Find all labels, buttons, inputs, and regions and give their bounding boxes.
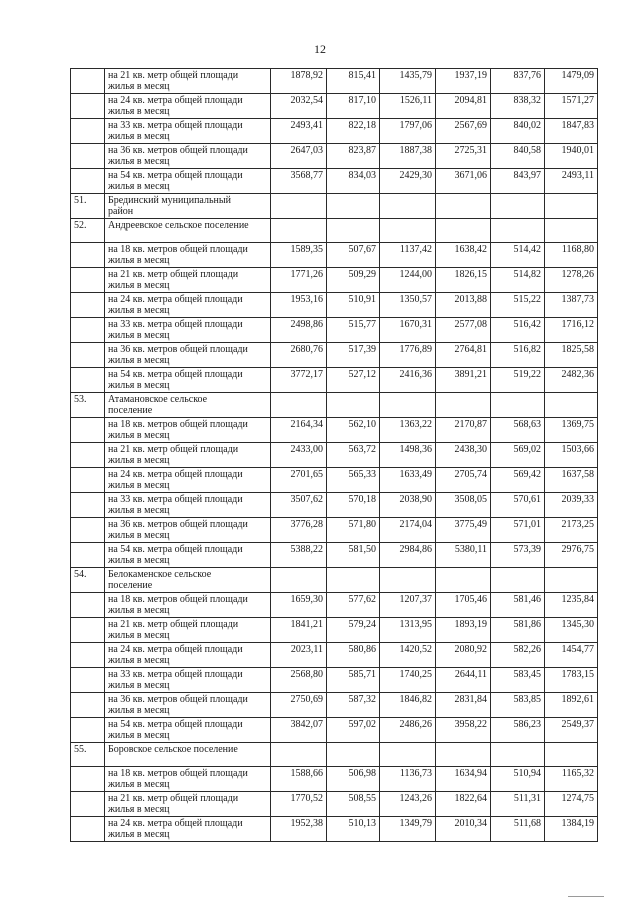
row-label: на 33 кв. метра общей площади жилья в месяц	[105, 668, 271, 693]
row-number: 53.	[71, 393, 105, 418]
value-cell-col3: 1670,31	[380, 318, 436, 343]
value-cell-col1: 2750,69	[271, 693, 327, 718]
row-label: на 21 кв. метр общей площади жилья в месяц	[105, 443, 271, 468]
value-cell-col3: 1435,79	[380, 69, 436, 94]
value-cell-col4: 3891,21	[436, 368, 491, 393]
page-number: 12	[314, 42, 326, 56]
value-cell-col1: 2493,41	[271, 119, 327, 144]
value-cell-col1: 1589,35	[271, 243, 327, 268]
row-number	[71, 693, 105, 718]
table-row	[71, 268, 598, 293]
value-cell-col1: 2032,54	[271, 94, 327, 119]
tariff-table	[70, 68, 598, 842]
value-cell-col1: 1878,92	[271, 69, 327, 94]
value-cell-col6: 1892,61	[545, 693, 598, 718]
value-cell-col1: 1770,52	[271, 792, 327, 817]
value-cell-col5	[491, 743, 545, 767]
value-cell-col3: 2486,26	[380, 718, 436, 743]
value-cell-col3: 1420,52	[380, 643, 436, 668]
row-label: на 24 кв. метра общей площади жилья в месяц	[105, 817, 271, 842]
table-row	[71, 618, 598, 643]
row-label: на 18 кв. метров общей площади жилья в месяц	[105, 767, 271, 792]
table-row	[71, 219, 598, 243]
row-number: 52.	[71, 219, 105, 243]
row-label: на 24 кв. метра общей площади жилья в месяц	[105, 293, 271, 318]
row-label: на 33 кв. метра общей площади жилья в месяц	[105, 318, 271, 343]
value-cell-col6: 2482,36	[545, 368, 598, 393]
value-cell-col1: 2498,86	[271, 318, 327, 343]
value-cell-col2	[327, 568, 380, 593]
value-cell-col2	[327, 194, 380, 219]
value-cell-col4: 2170,87	[436, 418, 491, 443]
value-cell-col1: 3842,07	[271, 718, 327, 743]
row-label: на 36 кв. метров общей площади жилья в месяц	[105, 343, 271, 368]
row-number	[71, 318, 105, 343]
value-cell-col4: 2094,81	[436, 94, 491, 119]
value-cell-col1: 1771,26	[271, 268, 327, 293]
value-cell-col5	[491, 194, 545, 219]
value-cell-col5: 837,76	[491, 69, 545, 94]
table-row	[71, 743, 598, 767]
row-number	[71, 817, 105, 842]
row-label: на 18 кв. метров общей площади жилья в месяц	[105, 418, 271, 443]
value-cell-col5: 583,85	[491, 693, 545, 718]
value-cell-col2: 506,98	[327, 767, 380, 792]
row-number	[71, 493, 105, 518]
value-cell-col6: 1384,19	[545, 817, 598, 842]
value-cell-col1: 1953,16	[271, 293, 327, 318]
row-label: Брединский муниципальный район	[105, 194, 271, 219]
value-cell-col4: 1638,42	[436, 243, 491, 268]
table-row	[71, 144, 598, 169]
value-cell-col6: 1278,26	[545, 268, 598, 293]
value-cell-col4	[436, 568, 491, 593]
table-row	[71, 493, 598, 518]
value-cell-col4: 2764,81	[436, 343, 491, 368]
value-cell-col3: 2416,36	[380, 368, 436, 393]
value-cell-col6	[545, 743, 598, 767]
row-label: на 24 кв. метра общей площади жилья в месяц	[105, 94, 271, 119]
row-number	[71, 668, 105, 693]
value-cell-col3: 1846,82	[380, 693, 436, 718]
table-row	[71, 767, 598, 792]
row-label: Боровское сельское поселение	[105, 743, 271, 767]
value-cell-col4: 2080,92	[436, 643, 491, 668]
value-cell-col5: 569,02	[491, 443, 545, 468]
value-cell-col5: 573,39	[491, 543, 545, 568]
value-cell-col5: 570,61	[491, 493, 545, 518]
value-cell-col3: 2038,90	[380, 493, 436, 518]
value-cell-col2: 507,67	[327, 243, 380, 268]
value-cell-col5	[491, 219, 545, 243]
value-cell-col3: 1136,73	[380, 767, 436, 792]
row-number: 54.	[71, 568, 105, 593]
value-cell-col3: 1740,25	[380, 668, 436, 693]
value-cell-col2: 577,62	[327, 593, 380, 618]
value-cell-col3: 1776,89	[380, 343, 436, 368]
value-cell-col6: 1454,77	[545, 643, 598, 668]
value-cell-col5: 568,63	[491, 418, 545, 443]
value-cell-col5: 843,97	[491, 169, 545, 194]
value-cell-col5: 581,86	[491, 618, 545, 643]
row-number	[71, 69, 105, 94]
value-cell-col2: 579,24	[327, 618, 380, 643]
value-cell-col1	[271, 568, 327, 593]
row-number	[71, 618, 105, 643]
value-cell-col3: 2429,30	[380, 169, 436, 194]
value-cell-col6: 1345,30	[545, 618, 598, 643]
value-cell-col5: 581,46	[491, 593, 545, 618]
row-number	[71, 144, 105, 169]
table-row	[71, 169, 598, 194]
value-cell-col6: 1847,83	[545, 119, 598, 144]
value-cell-col1: 3568,77	[271, 169, 327, 194]
value-cell-col3: 1887,38	[380, 144, 436, 169]
value-cell-col1: 2701,65	[271, 468, 327, 493]
row-label: на 54 кв. метра общей площади жилья в месяц	[105, 543, 271, 568]
value-cell-col2: 510,91	[327, 293, 380, 318]
value-cell-col2: 562,10	[327, 418, 380, 443]
value-cell-col3: 1244,00	[380, 268, 436, 293]
value-cell-col6: 1235,84	[545, 593, 598, 618]
value-cell-col5	[491, 393, 545, 418]
value-cell-col5: 510,94	[491, 767, 545, 792]
table-row	[71, 468, 598, 493]
value-cell-col1: 1841,21	[271, 618, 327, 643]
table-row	[71, 368, 598, 393]
value-cell-col4: 2577,08	[436, 318, 491, 343]
value-cell-col3: 1313,95	[380, 618, 436, 643]
table-row	[71, 668, 598, 693]
value-cell-col5: 511,31	[491, 792, 545, 817]
value-cell-col5: 514,42	[491, 243, 545, 268]
value-cell-col3: 1350,57	[380, 293, 436, 318]
row-number	[71, 792, 105, 817]
row-number	[71, 368, 105, 393]
value-cell-col6: 2549,37	[545, 718, 598, 743]
value-cell-col1: 1588,66	[271, 767, 327, 792]
value-cell-col2: 527,12	[327, 368, 380, 393]
value-cell-col2: 597,02	[327, 718, 380, 743]
table-row	[71, 718, 598, 743]
value-cell-col2: 585,71	[327, 668, 380, 693]
row-label: на 21 кв. метр общей площади жилья в месяц	[105, 618, 271, 643]
value-cell-col1: 2647,03	[271, 144, 327, 169]
table-row	[71, 792, 598, 817]
row-number	[71, 268, 105, 293]
value-cell-col6: 1168,80	[545, 243, 598, 268]
value-cell-col3: 1498,36	[380, 443, 436, 468]
row-label: Атамановское сельское поселение	[105, 393, 271, 418]
row-number	[71, 443, 105, 468]
value-cell-col5: 838,32	[491, 94, 545, 119]
value-cell-col6	[545, 194, 598, 219]
row-label: на 54 кв. метра общей площади жилья в месяц	[105, 368, 271, 393]
value-cell-col4	[436, 743, 491, 767]
value-cell-col6: 1503,66	[545, 443, 598, 468]
value-cell-col1: 2433,00	[271, 443, 327, 468]
row-number	[71, 593, 105, 618]
table-row	[71, 643, 598, 668]
value-cell-col6	[545, 219, 598, 243]
value-cell-col5: 840,58	[491, 144, 545, 169]
value-cell-col6: 1165,32	[545, 767, 598, 792]
value-cell-col2: 517,39	[327, 343, 380, 368]
table-row	[71, 518, 598, 543]
value-cell-col1: 3772,17	[271, 368, 327, 393]
row-label: Андреевское сельское поселение	[105, 219, 271, 243]
value-cell-col2: 587,32	[327, 693, 380, 718]
value-cell-col1: 2680,76	[271, 343, 327, 368]
value-cell-col6: 1940,01	[545, 144, 598, 169]
value-cell-col3	[380, 194, 436, 219]
table-row	[71, 568, 598, 593]
value-cell-col1: 1952,38	[271, 817, 327, 842]
value-cell-col3: 1797,06	[380, 119, 436, 144]
row-label: на 54 кв. метра общей площади жилья в месяц	[105, 169, 271, 194]
value-cell-col2: 570,18	[327, 493, 380, 518]
row-label: на 24 кв. метра общей площади жилья в месяц	[105, 468, 271, 493]
row-number	[71, 767, 105, 792]
value-cell-col4: 1822,64	[436, 792, 491, 817]
value-cell-col2: 565,33	[327, 468, 380, 493]
row-number	[71, 243, 105, 268]
value-cell-col3: 1243,26	[380, 792, 436, 817]
value-cell-col4: 3775,49	[436, 518, 491, 543]
value-cell-col5: 514,82	[491, 268, 545, 293]
value-cell-col4: 1893,19	[436, 618, 491, 643]
table-row	[71, 69, 598, 94]
table-row	[71, 243, 598, 268]
value-cell-col3	[380, 393, 436, 418]
value-cell-col5: 583,45	[491, 668, 545, 693]
value-cell-col5: 571,01	[491, 518, 545, 543]
value-cell-col4: 3958,22	[436, 718, 491, 743]
row-label: на 24 кв. метра общей площади жилья в месяц	[105, 643, 271, 668]
value-cell-col4: 2705,74	[436, 468, 491, 493]
row-label: Белокаменское сельское поселение	[105, 568, 271, 593]
value-cell-col1: 2568,80	[271, 668, 327, 693]
value-cell-col4: 3508,05	[436, 493, 491, 518]
value-cell-col2	[327, 743, 380, 767]
value-cell-col2: 822,18	[327, 119, 380, 144]
row-number	[71, 343, 105, 368]
table-row	[71, 293, 598, 318]
value-cell-col1	[271, 219, 327, 243]
value-cell-col1: 1659,30	[271, 593, 327, 618]
row-label: на 18 кв. метров общей площади жилья в месяц	[105, 593, 271, 618]
value-cell-col2: 508,55	[327, 792, 380, 817]
value-cell-col2: 823,87	[327, 144, 380, 169]
row-number	[71, 518, 105, 543]
row-label: на 36 кв. метров общей площади жилья в месяц	[105, 518, 271, 543]
value-cell-col6: 2976,75	[545, 543, 598, 568]
value-cell-col4: 2567,69	[436, 119, 491, 144]
value-cell-col2: 581,50	[327, 543, 380, 568]
value-cell-col4	[436, 219, 491, 243]
row-number: 51.	[71, 194, 105, 219]
value-cell-col2: 515,77	[327, 318, 380, 343]
value-cell-col4: 5380,11	[436, 543, 491, 568]
value-cell-col4: 2013,88	[436, 293, 491, 318]
value-cell-col6	[545, 393, 598, 418]
row-label: на 21 кв. метр общей площади жилья в месяц	[105, 69, 271, 94]
value-cell-col6	[545, 568, 598, 593]
table-row	[71, 443, 598, 468]
value-cell-col2: 580,86	[327, 643, 380, 668]
table-row	[71, 693, 598, 718]
value-cell-col4: 2725,31	[436, 144, 491, 169]
value-cell-col4: 1826,15	[436, 268, 491, 293]
value-cell-col2: 815,41	[327, 69, 380, 94]
row-number	[71, 293, 105, 318]
value-cell-col6: 2493,11	[545, 169, 598, 194]
value-cell-col5	[491, 568, 545, 593]
value-cell-col1: 3776,28	[271, 518, 327, 543]
value-cell-col5: 511,68	[491, 817, 545, 842]
value-cell-col4: 2831,84	[436, 693, 491, 718]
row-label: на 21 кв. метр общей площади жилья в месяц	[105, 792, 271, 817]
value-cell-col2: 510,13	[327, 817, 380, 842]
value-cell-col4: 2644,11	[436, 668, 491, 693]
value-cell-col6: 1369,75	[545, 418, 598, 443]
value-cell-col2	[327, 219, 380, 243]
value-cell-col4: 1937,19	[436, 69, 491, 94]
row-number	[71, 418, 105, 443]
value-cell-col3	[380, 568, 436, 593]
value-cell-col1	[271, 393, 327, 418]
table-row	[71, 543, 598, 568]
value-cell-col1: 3507,62	[271, 493, 327, 518]
value-cell-col4: 2438,30	[436, 443, 491, 468]
value-cell-col4	[436, 194, 491, 219]
value-cell-col2: 509,29	[327, 268, 380, 293]
value-cell-col3: 2984,86	[380, 543, 436, 568]
value-cell-col3	[380, 219, 436, 243]
value-cell-col5: 519,22	[491, 368, 545, 393]
row-number: 55.	[71, 743, 105, 767]
row-label: на 36 кв. метров общей площади жилья в месяц	[105, 144, 271, 169]
value-cell-col1: 5388,22	[271, 543, 327, 568]
row-label: на 18 кв. метров общей площади жилья в месяц	[105, 243, 271, 268]
value-cell-col3: 1137,42	[380, 243, 436, 268]
table-row	[71, 194, 598, 219]
value-cell-col5: 586,23	[491, 718, 545, 743]
value-cell-col6: 2173,25	[545, 518, 598, 543]
value-cell-col3: 1363,22	[380, 418, 436, 443]
table-row	[71, 393, 598, 418]
value-cell-col3: 1633,49	[380, 468, 436, 493]
value-cell-col4: 1634,94	[436, 767, 491, 792]
value-cell-col6: 1783,15	[545, 668, 598, 693]
row-label: на 36 кв. метров общей площади жилья в месяц	[105, 693, 271, 718]
table-body	[71, 69, 598, 842]
value-cell-col4: 2010,34	[436, 817, 491, 842]
value-cell-col2: 817,10	[327, 94, 380, 119]
row-label: на 33 кв. метра общей площади жилья в месяц	[105, 493, 271, 518]
row-number	[71, 643, 105, 668]
value-cell-col5: 516,82	[491, 343, 545, 368]
value-cell-col5: 516,42	[491, 318, 545, 343]
row-label: на 33 кв. метра общей площади жилья в месяц	[105, 119, 271, 144]
table-row	[71, 318, 598, 343]
value-cell-col4: 3671,06	[436, 169, 491, 194]
value-cell-col4: 1705,46	[436, 593, 491, 618]
value-cell-col2: 834,03	[327, 169, 380, 194]
value-cell-col3: 1349,79	[380, 817, 436, 842]
value-cell-col6: 1716,12	[545, 318, 598, 343]
value-cell-col2: 563,72	[327, 443, 380, 468]
row-label: на 21 кв. метр общей площади жилья в месяц	[105, 268, 271, 293]
value-cell-col3: 1207,37	[380, 593, 436, 618]
table-row	[71, 94, 598, 119]
value-cell-col2	[327, 393, 380, 418]
value-cell-col2: 571,80	[327, 518, 380, 543]
value-cell-col5: 515,22	[491, 293, 545, 318]
value-cell-col1: 2164,34	[271, 418, 327, 443]
table-row	[71, 343, 598, 368]
value-cell-col6: 1274,75	[545, 792, 598, 817]
value-cell-col3	[380, 743, 436, 767]
value-cell-col6: 1479,09	[545, 69, 598, 94]
value-cell-col6: 1825,58	[545, 343, 598, 368]
table-row	[71, 817, 598, 842]
table-row	[71, 119, 598, 144]
value-cell-col3: 2174,04	[380, 518, 436, 543]
value-cell-col1	[271, 743, 327, 767]
value-cell-col3: 1526,11	[380, 94, 436, 119]
value-cell-col5: 840,02	[491, 119, 545, 144]
value-cell-col6: 2039,33	[545, 493, 598, 518]
row-number	[71, 94, 105, 119]
value-cell-col1: 2023,11	[271, 643, 327, 668]
scan-mark	[568, 896, 604, 897]
value-cell-col6: 1571,27	[545, 94, 598, 119]
table-row	[71, 593, 598, 618]
value-cell-col1	[271, 194, 327, 219]
table-row	[71, 418, 598, 443]
value-cell-col6: 1387,73	[545, 293, 598, 318]
value-cell-col4	[436, 393, 491, 418]
row-label: на 54 кв. метра общей площади жилья в месяц	[105, 718, 271, 743]
row-number	[71, 169, 105, 194]
value-cell-col5: 582,26	[491, 643, 545, 668]
row-number	[71, 718, 105, 743]
value-cell-col6: 1637,58	[545, 468, 598, 493]
row-number	[71, 543, 105, 568]
row-number	[71, 468, 105, 493]
value-cell-col5: 569,42	[491, 468, 545, 493]
row-number	[71, 119, 105, 144]
